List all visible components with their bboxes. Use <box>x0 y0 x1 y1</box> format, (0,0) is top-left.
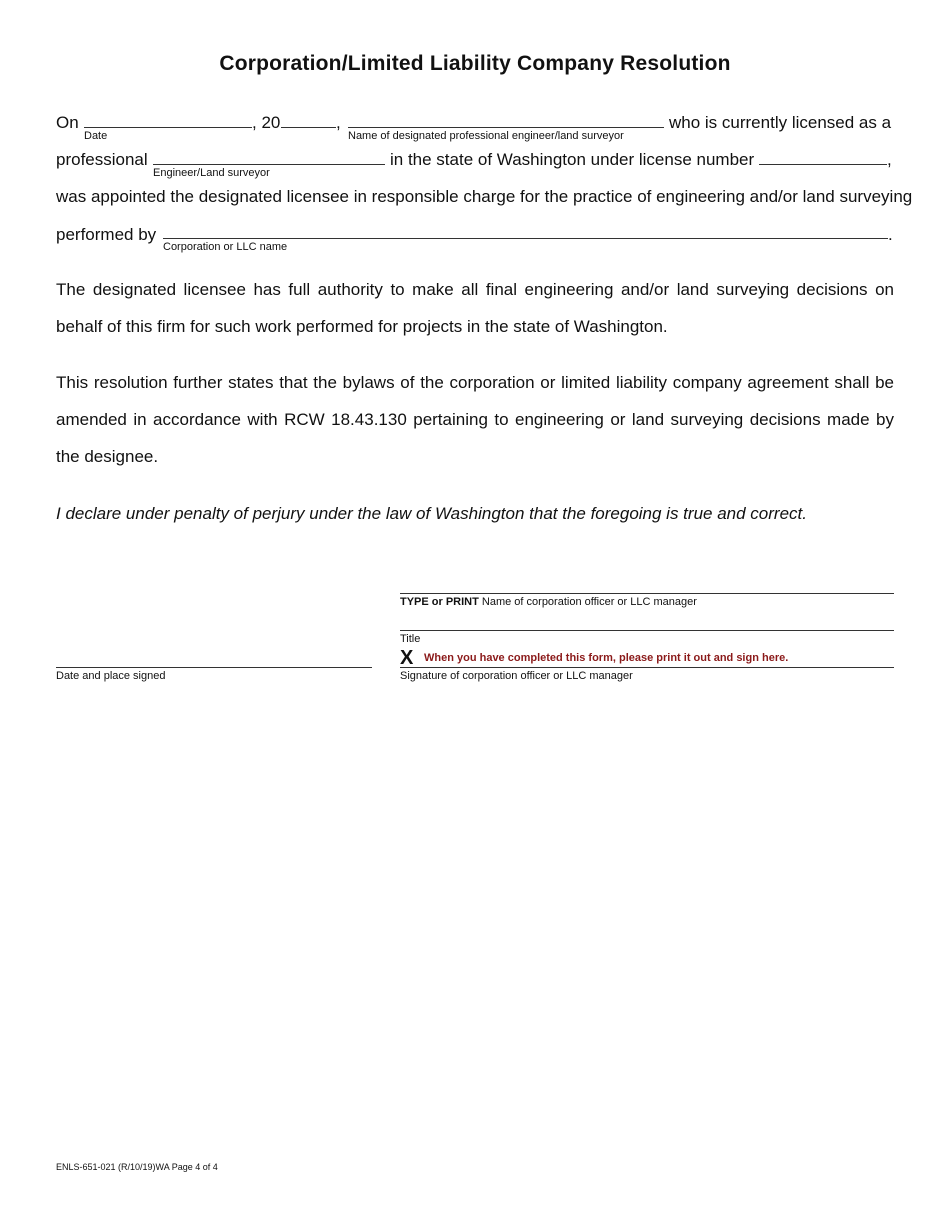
officer-name-caption-text: Name of corporation officer or LLC manager <box>481 596 697 608</box>
engineer-surveyor-caption: Engineer/Land surveyor <box>153 167 270 179</box>
engineer-surveyor-field[interactable] <box>153 164 385 165</box>
authority-paragraph: The designated licensee has full authority to make all final engineering and/or land surveying decisions on behalf of this firm for such work performed for projects in the state of Washington. <box>56 280 894 336</box>
title-field[interactable] <box>400 630 894 631</box>
form-footer: ENLS-651-021 (R/10/19)WA Page 4 of 4 <box>56 1162 218 1172</box>
type-or-print-label: TYPE or PRINT <box>400 596 479 608</box>
page-title: Corporation/Limited Liability Company Resolution <box>219 52 731 75</box>
corporation-name-field[interactable] <box>163 238 888 239</box>
date-field[interactable] <box>84 127 252 128</box>
sign-instruction-note: When you have completed this form, please print it out and sign here. <box>424 652 789 664</box>
appointment-text: was appointed the designated licensee in responsible charge for the practice of engineering and/or land surveying <box>56 187 913 206</box>
title-caption: Title <box>400 633 421 645</box>
date-place-caption: Date and place signed <box>56 670 166 682</box>
label-professional: professional <box>56 150 148 169</box>
year-field[interactable] <box>281 127 336 128</box>
label-period: . <box>888 225 893 244</box>
date-caption: Date <box>84 130 108 142</box>
designated-licensee-name-field[interactable] <box>348 127 664 128</box>
corporation-caption: Corporation or LLC name <box>163 241 288 253</box>
label-comma: , <box>336 113 341 132</box>
label-on: On <box>56 113 79 132</box>
signature-caption: Signature of corporation officer or LLC manager <box>400 670 633 682</box>
bylaws-paragraph: This resolution further states that the bylaws of the corporation or limited liability company agreement shall be amended in accordance with RCW 18.43.130 pertaining to engineering or land surveying decisions made by the designee. <box>56 373 894 466</box>
label-comma-2: , <box>887 150 892 169</box>
declaration-text: I declare under penalty of perjury under the law of Washington that the foregoing is true and correct. <box>56 504 807 523</box>
officer-name-caption <box>400 596 697 609</box>
date-place-field[interactable] <box>56 667 372 668</box>
label-performed-by: performed by <box>56 225 157 244</box>
label-state-license: in the state of Washington under license number <box>390 150 755 169</box>
signature-field[interactable] <box>400 667 894 668</box>
x-sign-icon: X <box>400 647 414 669</box>
officer-name-field[interactable] <box>400 593 894 594</box>
label-comma-20: , 20 <box>252 113 281 132</box>
label-who-licensed: who is currently licensed as a <box>669 113 892 132</box>
license-number-field[interactable] <box>759 164 887 165</box>
designated-licensee-caption: Name of designated professional engineer/land surveyor <box>348 130 624 142</box>
